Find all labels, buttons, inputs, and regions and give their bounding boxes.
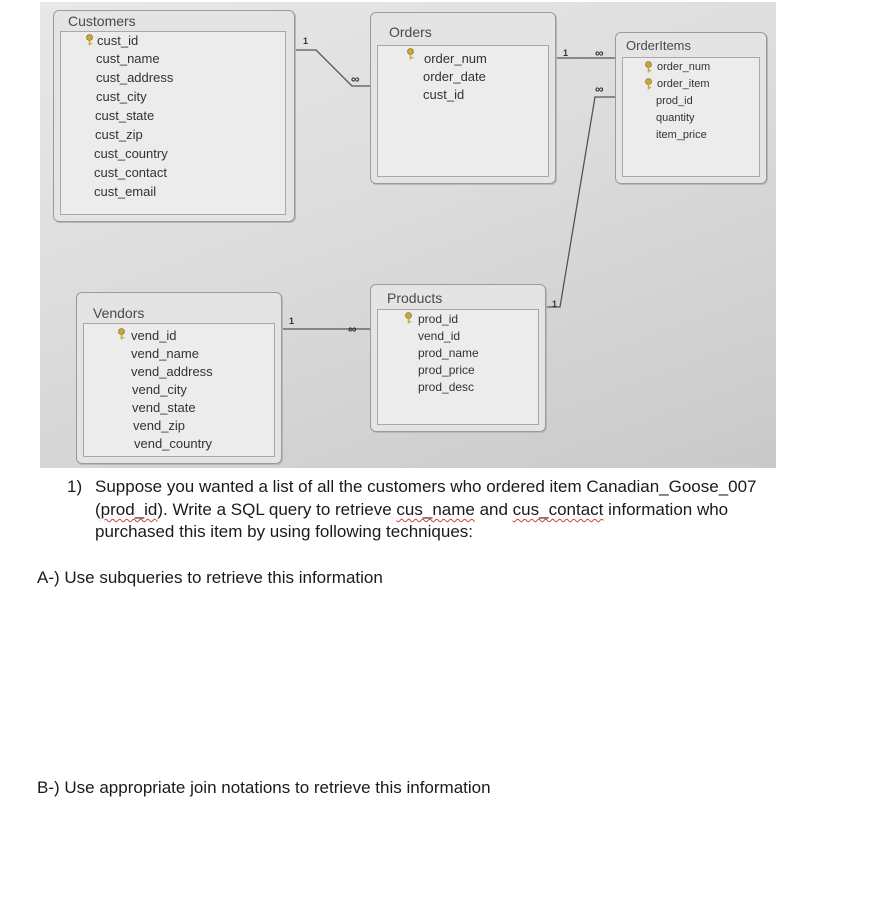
orderitems-field: quantity xyxy=(656,112,695,124)
vendors-table xyxy=(76,292,282,464)
misspelled-word: cus_name xyxy=(396,500,475,519)
products-table xyxy=(370,284,546,432)
question-line-3: purchased this item by using following techniques: xyxy=(95,522,473,541)
cardinality-many: ∞ xyxy=(351,72,359,86)
customers-field: cust_id xyxy=(97,33,139,48)
products-field: prod_price xyxy=(418,363,475,377)
question-text: information who xyxy=(603,500,729,519)
products-field: prod_desc xyxy=(418,380,475,394)
vendors-field: vend_state xyxy=(132,400,196,415)
misspelled-word: cus_contact xyxy=(512,500,604,519)
orders-table-title: Orders xyxy=(389,24,432,40)
primary-key-icon xyxy=(85,34,94,46)
orders-field: order_num xyxy=(424,51,487,66)
products-field: prod_id xyxy=(418,312,459,326)
customers-field: cust_contact xyxy=(94,165,167,180)
question-number: 1) xyxy=(67,477,83,496)
orderitems-field: order_num xyxy=(657,61,711,73)
vendors-table-title: Vendors xyxy=(93,305,145,321)
orderitems-field: item_price xyxy=(656,129,707,141)
customers-field-area xyxy=(60,31,286,215)
orderitems-field-area xyxy=(622,57,760,177)
orderitems-field: prod_id xyxy=(656,95,693,107)
cardinality-one: 1 xyxy=(289,316,295,326)
vendors-field: vend_country xyxy=(134,436,213,451)
cardinality-one: 1 xyxy=(563,48,569,58)
products-field: vend_id xyxy=(418,329,461,343)
orders-field: cust_id xyxy=(423,87,465,102)
question-line-2 xyxy=(95,500,728,520)
vendors-field: vend_id xyxy=(131,328,177,343)
cardinality-one: 1 xyxy=(552,299,558,309)
primary-key-icon xyxy=(117,328,126,340)
vendors-field: vend_name xyxy=(131,346,199,361)
cardinality-many: ∞ xyxy=(595,46,603,60)
customers-table-title: Customers xyxy=(68,13,136,29)
customers-field: cust_email xyxy=(94,184,157,199)
customers-field: cust_city xyxy=(96,89,147,104)
question-text: ( xyxy=(95,500,101,519)
vendors-field: vend_city xyxy=(132,382,187,397)
customers-table xyxy=(53,10,295,222)
products-field: prod_name xyxy=(418,346,479,360)
er-diagram-photo xyxy=(40,2,776,468)
primary-key-icon xyxy=(406,48,415,60)
orderitems-table-title: OrderItems xyxy=(626,38,692,53)
vendors-field: vend_zip xyxy=(133,418,186,433)
vendors-field-area xyxy=(83,323,275,457)
part-a-prompt: A-) Use subqueries to retrieve this information xyxy=(37,568,383,587)
vendors-field: vend_address xyxy=(131,364,213,379)
customers-field: cust_state xyxy=(95,108,155,123)
products-field-area xyxy=(377,309,539,425)
orderitems-field: order_item xyxy=(657,78,710,90)
orders-field: order_date xyxy=(423,69,486,84)
cardinality-many: ∞ xyxy=(595,82,603,96)
customers-field: cust_address xyxy=(96,70,174,85)
customers-field: cust_name xyxy=(96,51,160,66)
products-table-title: Products xyxy=(387,290,443,306)
orderitems-table xyxy=(615,32,767,184)
orders-field-area xyxy=(377,45,549,177)
cardinality-many: ∞ xyxy=(348,322,356,336)
primary-key-icon xyxy=(644,78,653,90)
question-text: ). Write a SQL query to retrieve xyxy=(157,500,397,519)
question-line-1: Suppose you wanted a list of all the customers who ordered item Canadian_Goose_007 xyxy=(95,477,757,496)
orders-table xyxy=(370,12,556,184)
primary-key-icon xyxy=(404,312,413,324)
primary-key-icon xyxy=(644,61,653,73)
question-text: and xyxy=(474,500,513,519)
cardinality-one: 1 xyxy=(303,36,309,46)
customers-field: cust_country xyxy=(94,146,168,161)
customers-field: cust_zip xyxy=(95,127,143,142)
misspelled-word: prod_id xyxy=(100,500,158,519)
part-b-prompt: B-) Use appropriate join notations to retrieve this information xyxy=(37,778,491,797)
